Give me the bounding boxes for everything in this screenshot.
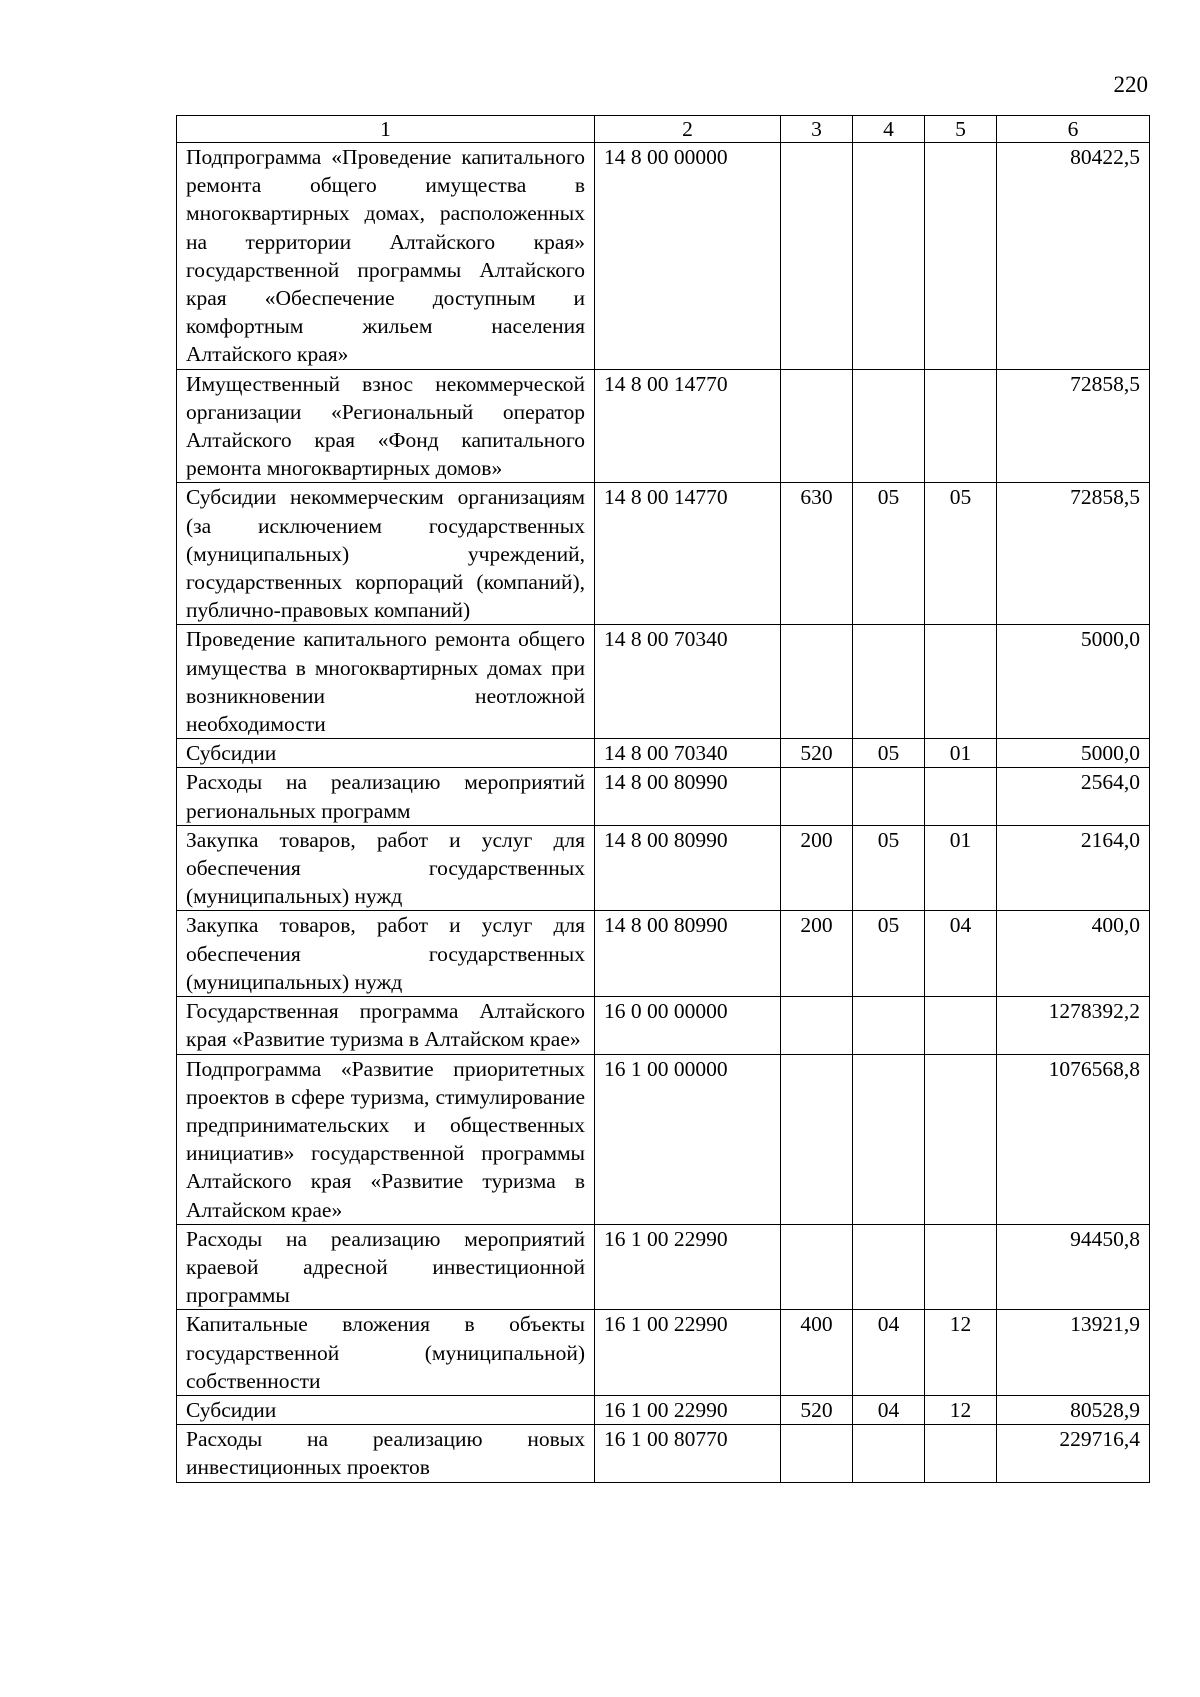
row-name-cell: Субсидии — [177, 1395, 595, 1424]
row-col3-cell: 520 — [781, 1395, 853, 1424]
row-name-cell: Подпрограмма «Проведение капитального ремонта общего имущества в многоквартирных домах, расположенных на территории Алтайского края» государственной программы Алтайского края «Обеспечение доступным и комфортным жильем населения Алтайского края» — [177, 143, 595, 370]
row-col4-cell: 04 — [853, 1310, 925, 1396]
row-col3-cell: 520 — [781, 739, 853, 768]
row-col3-cell: 200 — [781, 825, 853, 911]
row-code-cell: 14 8 00 80990 — [595, 768, 781, 825]
row-col3-cell: 630 — [781, 483, 853, 625]
row-amount-cell: 72858,5 — [997, 369, 1150, 483]
row-col5-cell — [925, 369, 997, 483]
row-name-cell: Субсидии — [177, 739, 595, 768]
row-col4-cell: 05 — [853, 825, 925, 911]
row-name-cell: Закупка товаров, работ и услуг для обеспечения государственных (муниципальных) нужд — [177, 825, 595, 911]
row-code-cell: 14 8 00 14770 — [595, 369, 781, 483]
row-col4-cell: 05 — [853, 483, 925, 625]
row-col5-cell — [925, 143, 997, 370]
row-col3-cell — [781, 997, 853, 1054]
row-name-cell: Имущественный взнос некоммерческой организации «Региональный оператор Алтайского края «Фонд капитального ремонта многоквартирных домов» — [177, 369, 595, 483]
row-col5-cell: 12 — [925, 1310, 997, 1396]
row-col5-cell — [925, 625, 997, 739]
row-amount-cell: 2164,0 — [997, 825, 1150, 911]
row-code-cell: 16 1 00 80770 — [595, 1425, 781, 1482]
row-col4-cell — [853, 768, 925, 825]
row-col3-cell — [781, 143, 853, 370]
row-col4-cell — [853, 143, 925, 370]
row-col3-cell — [781, 1054, 853, 1224]
row-amount-cell: 2564,0 — [997, 768, 1150, 825]
row-code-cell: 16 1 00 22990 — [595, 1224, 781, 1310]
column-header-3: 3 — [781, 116, 853, 143]
table-row — [177, 369, 1150, 483]
table-row — [177, 911, 1150, 997]
row-code-cell: 16 1 00 22990 — [595, 1395, 781, 1424]
row-col5-cell: 12 — [925, 1395, 997, 1424]
row-code-cell: 14 8 00 70340 — [595, 625, 781, 739]
row-col5-cell — [925, 997, 997, 1054]
table-row — [177, 825, 1150, 911]
table-row — [177, 1425, 1150, 1482]
row-amount-cell: 80422,5 — [997, 143, 1150, 370]
row-col5-cell — [925, 1425, 997, 1482]
row-name-cell: Подпрограмма «Развитие приоритетных проектов в сфере туризма, стимулирование предпринимательских и общественных инициатив» государственной программы Алтайского края «Развитие туризма в Алтайском крае» — [177, 1054, 595, 1224]
row-col3-cell — [781, 1425, 853, 1482]
table-row — [177, 483, 1150, 625]
row-amount-cell: 72858,5 — [997, 483, 1150, 625]
column-header-6: 6 — [997, 116, 1150, 143]
row-col5-cell: 01 — [925, 825, 997, 911]
table-row — [177, 1395, 1150, 1424]
row-code-cell: 16 1 00 22990 — [595, 1310, 781, 1396]
column-header-2: 2 — [595, 116, 781, 143]
budget-table — [176, 115, 1150, 1483]
row-col3-cell — [781, 768, 853, 825]
row-amount-cell: 1076568,8 — [997, 1054, 1150, 1224]
page-number: 220 — [1113, 72, 1148, 97]
row-col4-cell: 04 — [853, 1395, 925, 1424]
row-col3-cell: 200 — [781, 911, 853, 997]
row-amount-cell: 400,0 — [997, 911, 1150, 997]
row-col5-cell: 04 — [925, 911, 997, 997]
row-name-cell: Проведение капитального ремонта общего имущества в многоквартирных домах при возникновении неотложной необходимости — [177, 625, 595, 739]
row-name-cell: Государственная программа Алтайского края «Развитие туризма в Алтайском крае» — [177, 997, 595, 1054]
row-col4-cell — [853, 997, 925, 1054]
row-col4-cell — [853, 1425, 925, 1482]
row-name-cell: Закупка товаров, работ и услуг для обеспечения государственных (муниципальных) нужд — [177, 911, 595, 997]
row-name-cell: Расходы на реализацию мероприятий региональных программ — [177, 768, 595, 825]
table-row — [177, 1310, 1150, 1396]
row-col3-cell: 400 — [781, 1310, 853, 1396]
table-row — [177, 739, 1150, 768]
row-name-cell: Субсидии некоммерческим организациям (за исключением государственных (муниципальных) учреждений, государственных корпораций (компаний), публично-правовых компаний) — [177, 483, 595, 625]
row-col4-cell: 05 — [853, 911, 925, 997]
row-col5-cell: 05 — [925, 483, 997, 625]
row-code-cell: 14 8 00 80990 — [595, 911, 781, 997]
row-code-cell: 14 8 00 14770 — [595, 483, 781, 625]
table-row — [177, 625, 1150, 739]
row-amount-cell: 94450,8 — [997, 1224, 1150, 1310]
row-col3-cell — [781, 1224, 853, 1310]
column-header-1: 1 — [177, 116, 595, 143]
row-name-cell: Расходы на реализацию мероприятий краевой адресной инвестиционной программы — [177, 1224, 595, 1310]
row-col5-cell: 01 — [925, 739, 997, 768]
row-col4-cell — [853, 1054, 925, 1224]
row-code-cell: 14 8 00 00000 — [595, 143, 781, 370]
table-row — [177, 143, 1150, 370]
table-row — [177, 1054, 1150, 1224]
row-col3-cell — [781, 625, 853, 739]
row-col5-cell — [925, 768, 997, 825]
row-amount-cell: 5000,0 — [997, 739, 1150, 768]
header-row — [177, 116, 1150, 143]
table-row — [177, 768, 1150, 825]
row-col5-cell — [925, 1054, 997, 1224]
row-name-cell: Капитальные вложения в объекты государственной (муниципальной) собственности — [177, 1310, 595, 1396]
row-amount-cell: 80528,9 — [997, 1395, 1150, 1424]
table-row — [177, 1224, 1150, 1310]
row-code-cell: 16 0 00 00000 — [595, 997, 781, 1054]
row-amount-cell: 13921,9 — [997, 1310, 1150, 1396]
table-body — [177, 143, 1150, 1483]
row-col4-cell — [853, 369, 925, 483]
row-col5-cell — [925, 1224, 997, 1310]
table-row — [177, 997, 1150, 1054]
row-amount-cell: 1278392,2 — [997, 997, 1150, 1054]
column-header-5: 5 — [925, 116, 997, 143]
table-header — [177, 116, 1150, 143]
row-amount-cell: 5000,0 — [997, 625, 1150, 739]
column-header-4: 4 — [853, 116, 925, 143]
row-name-cell: Расходы на реализацию новых инвестиционных проектов — [177, 1425, 595, 1482]
row-col3-cell — [781, 369, 853, 483]
row-code-cell: 16 1 00 00000 — [595, 1054, 781, 1224]
row-col4-cell — [853, 1224, 925, 1310]
row-col4-cell — [853, 625, 925, 739]
row-amount-cell: 229716,4 — [997, 1425, 1150, 1482]
row-code-cell: 14 8 00 70340 — [595, 739, 781, 768]
row-code-cell: 14 8 00 80990 — [595, 825, 781, 911]
row-col4-cell: 05 — [853, 739, 925, 768]
